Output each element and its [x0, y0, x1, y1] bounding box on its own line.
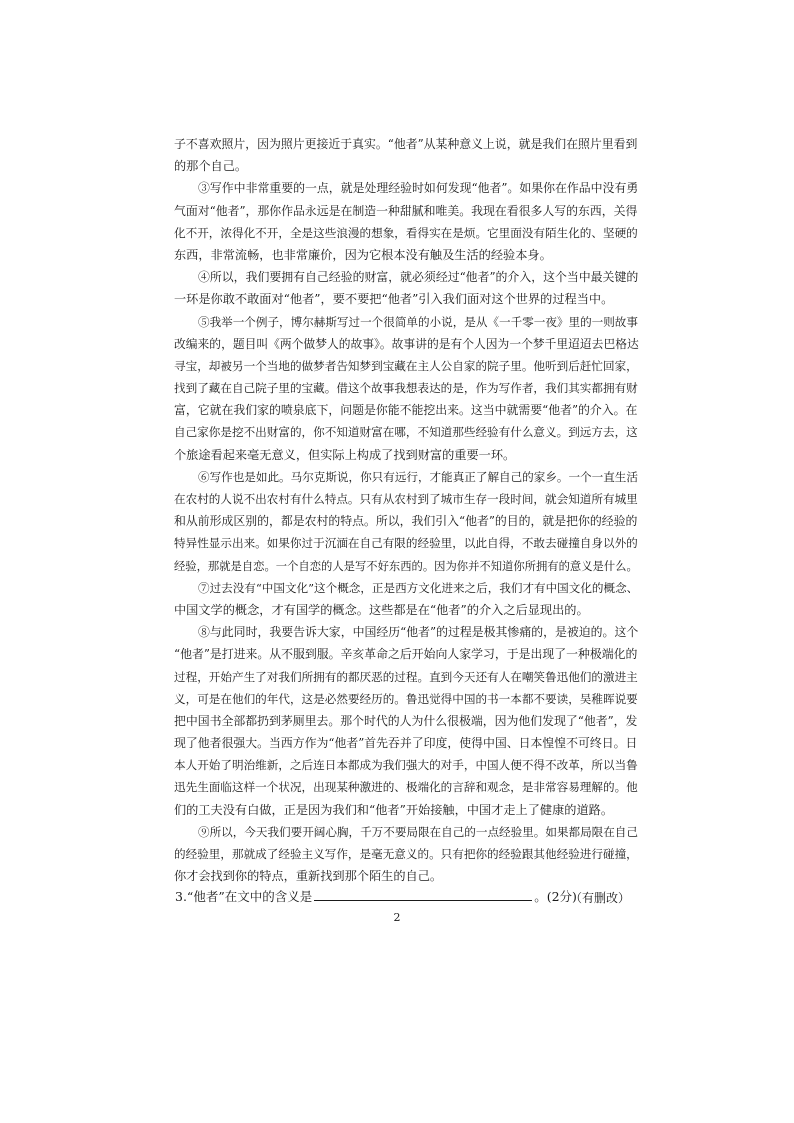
answer-blank[interactable] [314, 886, 532, 901]
text-line: 过程，开始产生了对我们所拥有的都厌恶的过程。直到今天还有人在嘲笑鲁迅他们的激进主 [174, 669, 638, 684]
text-line: 一环是你敢不敢面对“他者”，要不要把“他者”引入我们面对这个世界的过程当中。 [174, 292, 614, 307]
article-body [174, 133, 638, 910]
paragraph-3-line: ③写作中非常重要的一点，就是处理经验时如何发现“他者”。如果你在作品中没有勇 [198, 181, 639, 196]
text-line: 现了他者很强大。当西方作为“他者”首先吞并了印度，使得中国、日本惶惶不可终日。日 [174, 736, 638, 751]
text-line: 富，它就在我们家的喷泉底下，问题是你能不能挖出来。这当中就需要“他者”的介入。在 [174, 403, 638, 418]
source-note: （有删改） [569, 891, 630, 906]
text-line: 经验，那就是自恋。一个自恋的人是写不好东西的。因为你并不知道你所拥有的意义是什么。 [174, 558, 638, 573]
text-line: 找到了藏在自己院子里的宝藏。借这个故事我想表达的是，作为写作者，我们其实都拥有财 [174, 381, 638, 396]
question-3 [175, 886, 577, 908]
page-number: 2 [393, 911, 401, 924]
text-line: 化不开，浓得化不开，全是这些浪漫的想象，看得实在是烦。它里面没有陌生化的、坚硬的 [174, 225, 638, 240]
text-line: 的那个自己。 [174, 159, 248, 174]
text-line: 把中国书全部都扔到茅厕里去。那个时代的人为什么很极端，因为他们发现了“他者”，发 [174, 713, 638, 728]
paragraph-6-line: ⑥写作也是如此。马尔克斯说，你只有远行，才能真正了解自己的家乡。一个一直生活 [198, 469, 638, 484]
text-line: 特异性显示出来。如果你过于沉湎在自己有限的经验里，以此自得，不敢去碰撞自身以外的 [174, 536, 638, 551]
text-line: 义，可是在他们的年代，这是必然要经历的。鲁迅觉得中国的书一本都不要读，吴稚晖说要 [174, 691, 638, 706]
paragraph-5-line: ⑤我举一个例子，博尔赫斯写过一个很简单的小说，是从《一千零一夜》里的一则故事 [198, 314, 638, 329]
text-line: 改编来的，题目叫《两个做梦人的故事》。故事讲的是有个人因为一个梦千里迢迢去巴格达 [174, 336, 639, 351]
text-line: 们的工夫没有白做，正是因为我们和“他者”开始接触，中国才走上了健康的道路。 [174, 802, 614, 817]
paragraph-4-line: ④所以，我们要拥有自己经验的财富，就必须经过“他者”的介入，这个当中最关键的 [198, 270, 639, 285]
text-line: 迅先生面临这样一个状况，出现某种激进的、极端化的言辞和观念，是非常容易理解的。他 [174, 780, 638, 795]
question-prompt: 3.“他者”在文中的含义是 [175, 889, 313, 904]
question-score: 。(2分) [534, 889, 577, 904]
text-line: 和从前形成区别的，都是农村的特点。所以，我们引入“他者”的目的，就是把你的经验的 [174, 514, 638, 529]
text-line: 你才会找到你的特点，重新找到那个陌生的自己。 [174, 869, 443, 884]
paragraph-7-line: ⑦过去没有“中国文化”这个概念，正是西方文化进来之后，我们才有中国文化的概念、 [198, 580, 639, 595]
text-line: 的经验里，那就成了经验主义写作，是毫无意义的。只有把你的经验跟其他经验进行碰撞， [174, 847, 638, 861]
text-line: 东西，非常流畅，也非常廉价，因为它根本没有触及生活的经验本身。 [174, 247, 552, 262]
text-line: 气面对“他者”，那你作品永远是在制造一种甜腻和唯美。我现在看很多人写的东西，关得 [174, 203, 638, 218]
text-line: 寻宝，却被另一个当地的做梦者告知梦到宝藏在主人公自家的院子里。他听到后赶忙回家， [174, 358, 638, 373]
text-line: 子不喜欢照片，因为照片更接近于真实。“他者”从某种意义上说，就是我们在照片里看到 [174, 137, 638, 151]
text-line: “他者”是打进来。从不服到服。辛亥革命之后开始向人家学习，于是出现了一种极端化的 [174, 647, 638, 662]
paragraph-9-line: ⑨所以，今天我们要开阔心胸，千万不要局限在自己的一点经验里。如果都局限在自己 [198, 824, 638, 839]
paragraph-8-line: ⑧与此同时，我要告诉大家，中国经历“他者”的过程是极其惨痛的，是被迫的。这个 [198, 625, 639, 640]
text-line: 个旅途看起来毫无意义，但实际上构成了找到财富的重要一环。 [174, 447, 516, 462]
text-line: 在农村的人说不出农村有什么特点。只有从农村到了城市生存一段时间，就会知道所有城里 [174, 492, 638, 506]
text-line: 中国文学的概念，才有国学的概念。这些都是在“他者”的介入之后显现出的。 [174, 602, 589, 617]
text-line: 自己家你是挖不出财富的，你不知道财富在哪，不知道那些经验有什么意义。到远方去，这 [174, 425, 638, 440]
text-line: 本人开始了明治维新，之后连日本都成为我们强大的对手，中国人便不得不改革，所以当鲁 [174, 758, 638, 773]
